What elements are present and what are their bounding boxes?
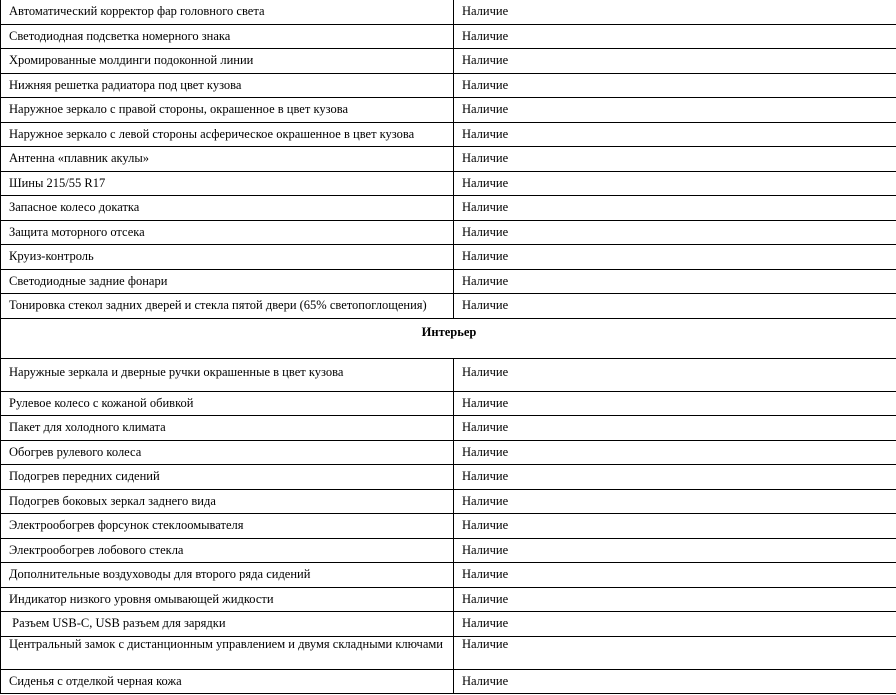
feature-cell: Нижняя решетка радиатора под цвет кузова [1,73,454,98]
value-cell: Наличие [454,49,896,74]
table-row [1,612,896,637]
feature-cell: Антенна «плавник акулы» [1,147,454,172]
feature-cell: Защита моторного отсека [1,220,454,245]
section-header-row [1,318,896,358]
value-cell: Наличие [454,465,896,490]
value-cell: Наличие [454,269,896,294]
feature-cell: Наружное зеркало с левой стороны асферическое окрашенное в цвет кузова [1,122,454,147]
feature-cell: Шины 215/55 R17 [1,171,454,196]
feature-cell: Наружное зеркало с правой стороны, окрашенное в цвет кузова [1,98,454,123]
table-row [1,0,896,24]
feature-cell: Запасное колесо докатка [1,196,454,221]
feature-cell: Светодиодная подсветка номерного знака [1,24,454,49]
value-cell: Наличие [454,391,896,416]
value-cell: Наличие [454,669,896,694]
table-row [1,220,896,245]
value-cell: Наличие [454,563,896,588]
feature-cell: Дополнительные воздуховоды для второго ряда сидений [1,563,454,588]
value-cell: Наличие [454,440,896,465]
value-cell: Наличие [454,122,896,147]
value-cell: Наличие [454,196,896,221]
feature-cell: Круиз-контроль [1,245,454,270]
feature-cell: Светодиодные задние фонари [1,269,454,294]
value-cell: Наличие [454,358,896,391]
feature-cell: Индикатор низкого уровня омывающей жидкости [1,587,454,612]
feature-cell: Пакет для холодного климата [1,416,454,441]
feature-cell: Разъем USB-C, USB разъем для зарядки [1,612,454,637]
value-cell: Наличие [454,220,896,245]
value-cell: Наличие [454,98,896,123]
feature-cell: Тонировка стекол задних дверей и стекла пятой двери (65% светопоглощения) [1,294,454,319]
value-cell: Наличие [454,416,896,441]
value-cell: Наличие [454,587,896,612]
table-row [1,358,896,391]
value-cell: Наличие [454,147,896,172]
value-cell: Наличие [454,73,896,98]
feature-cell: Подогрев передних сидений [1,465,454,490]
value-cell: Наличие [454,514,896,539]
feature-cell: Сиденья с отделкой черная кожа [1,669,454,694]
table-row [1,563,896,588]
table-row [1,73,896,98]
table-row [1,24,896,49]
table-row [1,465,896,490]
feature-cell: Хромированные молдинги подоконной линии [1,49,454,74]
feature-cell: Рулевое колесо с кожаной обивкой [1,391,454,416]
table-row [1,147,896,172]
feature-cell: Центральный замок с дистанционным управлением и двумя складными ключами [1,636,454,669]
value-cell: Наличие [454,24,896,49]
value-cell: Наличие [454,489,896,514]
table-row [1,294,896,319]
table-row [1,669,896,694]
value-cell: Наличие [454,612,896,637]
table-row [1,391,896,416]
feature-cell: Автоматический корректор фар головного света [1,0,454,24]
table-row [1,440,896,465]
table-row [1,514,896,539]
table-row [1,416,896,441]
value-cell: Наличие [454,0,896,24]
value-cell: Наличие [454,245,896,270]
table-row [1,587,896,612]
table-row [1,269,896,294]
feature-cell: Обогрев рулевого колеса [1,440,454,465]
feature-cell: Электрообогрев форсунок стеклоомывателя [1,514,454,539]
feature-cell: Наружные зеркала и дверные ручки окрашенные в цвет кузова [1,358,454,391]
value-cell: Наличие [454,171,896,196]
table-row [1,538,896,563]
table-row [1,196,896,221]
table-row [1,49,896,74]
value-cell: Наличие [454,294,896,319]
table-row [1,171,896,196]
value-cell: Наличие [454,538,896,563]
table-row [1,122,896,147]
table-row [1,98,896,123]
value-cell: Наличие [454,636,896,669]
feature-cell: Подогрев боковых зеркал заднего вида [1,489,454,514]
feature-cell: Электрообогрев лобового стекла [1,538,454,563]
table-row [1,489,896,514]
section-title: Интерьер [1,318,896,358]
table-row [1,636,896,669]
table-row [1,245,896,270]
